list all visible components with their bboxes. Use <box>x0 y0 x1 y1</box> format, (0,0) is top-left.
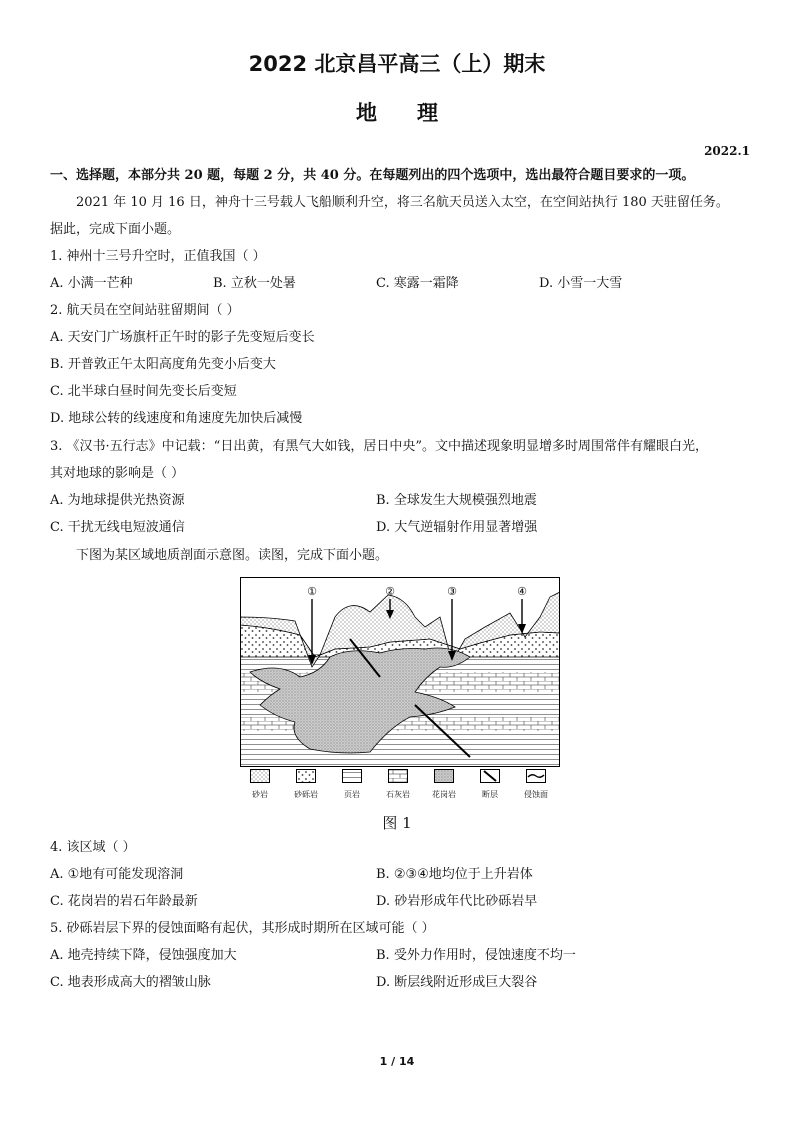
marker-2: ② <box>385 585 395 598</box>
legend-conglomerate: 砂砾岩 <box>286 768 326 800</box>
q3-option-c: C. 干扰无线电短波通信 <box>50 520 185 535</box>
intro-line-1: 2021 年 10 月 16 日，神舟十三号载人飞船顺利升空，将三名航天员送入太空，在空间站执行 180 天驻留任务。 <box>76 195 729 210</box>
q4-option-c: C. 花岗岩的岩石年龄最新 <box>50 894 198 909</box>
page-title: 2022 北京昌平高三（上）期末 <box>248 52 546 76</box>
q4-option-a: A. ①地有可能发现溶洞 <box>50 867 184 882</box>
q2-option-a: A. 天安门广场旗杆正午时的影子先变短后变长 <box>50 330 315 345</box>
intro-figure: 下图为某区域地质剖面示意图。读图，完成下面小题。 <box>76 548 389 563</box>
figure-legend <box>240 768 560 798</box>
q5-option-c: C. 地表形成高大的褶皱山脉 <box>50 975 211 990</box>
marker-1: ① <box>307 585 317 598</box>
legend-shale: 页岩 <box>332 768 372 800</box>
sandstone-swatch-icon <box>250 769 270 783</box>
q5-option-d: D. 断层线附近形成巨大裂谷 <box>376 975 538 990</box>
q1-option-c: C. 寒露一霜降 <box>376 276 459 291</box>
marker-4: ④ <box>517 585 527 598</box>
legend-sandstone: 砂岩 <box>240 768 280 800</box>
subject-title: 地理 <box>356 101 478 125</box>
q3-stem-2: 其对地球的影响是（ ） <box>50 466 185 481</box>
q4-stem: 4. 该区域（ ） <box>50 840 136 855</box>
exam-date: 2022.1 <box>704 144 750 158</box>
q3-option-b: B. 全球发生大规模强烈地震 <box>376 493 537 508</box>
granite-swatch-icon <box>434 769 454 783</box>
legend-fault: 断层 <box>470 768 510 800</box>
erosion-surface-swatch-icon <box>526 769 546 783</box>
q2-option-c: C. 北半球白昼时间先变长后变短 <box>50 384 237 399</box>
limestone-swatch-icon <box>388 769 408 783</box>
q1-stem: 1. 神州十三号升空时，正值我国（ ） <box>50 249 266 264</box>
q3-stem-1: 3. 《汉书·五行志》中记载：“日出黄，有黑气大如钱，居日中央”。文中描述现象明显增多时周围常伴有耀眼白光， <box>50 439 708 454</box>
legend-granite: 花岗岩 <box>424 768 464 800</box>
intro-line-2: 据此，完成下面小题。 <box>50 222 181 237</box>
q3-option-a: A. 为地球提供光热资源 <box>50 493 185 508</box>
q5-option-b: B. 受外力作用时，侵蚀速度不均一 <box>376 948 576 963</box>
legend-limestone: 石灰岩 <box>378 768 418 800</box>
q2-option-d: D. 地球公转的线速度和角速度先加快后减慢 <box>50 411 303 426</box>
q1-option-a: A. 小满一芒种 <box>50 276 133 291</box>
q2-option-b: B. 开普敦正午太阳高度角先变小后变大 <box>50 357 276 372</box>
q1-option-b: B. 立秋一处暑 <box>213 276 296 291</box>
legend-erosion-surface: 侵蚀面 <box>516 768 556 800</box>
geologic-section-figure <box>240 577 560 767</box>
figure-caption: 图 1 <box>382 814 412 832</box>
shale-swatch-icon <box>342 769 362 783</box>
marker-3: ③ <box>447 585 457 598</box>
q5-option-a: A. 地壳持续下降，侵蚀强度加大 <box>50 948 237 963</box>
q2-stem: 2. 航天员在空间站驻留期间（ ） <box>50 303 240 318</box>
q4-option-d: D. 砂岩形成年代比砂砾岩早 <box>376 894 538 909</box>
q1-option-d: D. 小雪一大雪 <box>539 276 623 291</box>
section-heading: 一、选择题，本部分共 20 题，每题 2 分，共 40 分。在每题列出的四个选项中，选出最符合题目要求的一项。 <box>50 168 695 183</box>
fault-swatch-icon <box>480 769 500 783</box>
q5-stem: 5. 砂砾岩层下界的侵蚀面略有起伏，其形成时期所在区域可能（ ） <box>50 921 435 936</box>
conglomerate-swatch-icon <box>296 769 316 783</box>
page-number: 1 / 14 <box>379 1055 415 1068</box>
q3-option-d: D. 大气逆辐射作用显著增强 <box>376 520 538 535</box>
q4-option-b: B. ②③④地均位于上升岩体 <box>376 867 533 882</box>
